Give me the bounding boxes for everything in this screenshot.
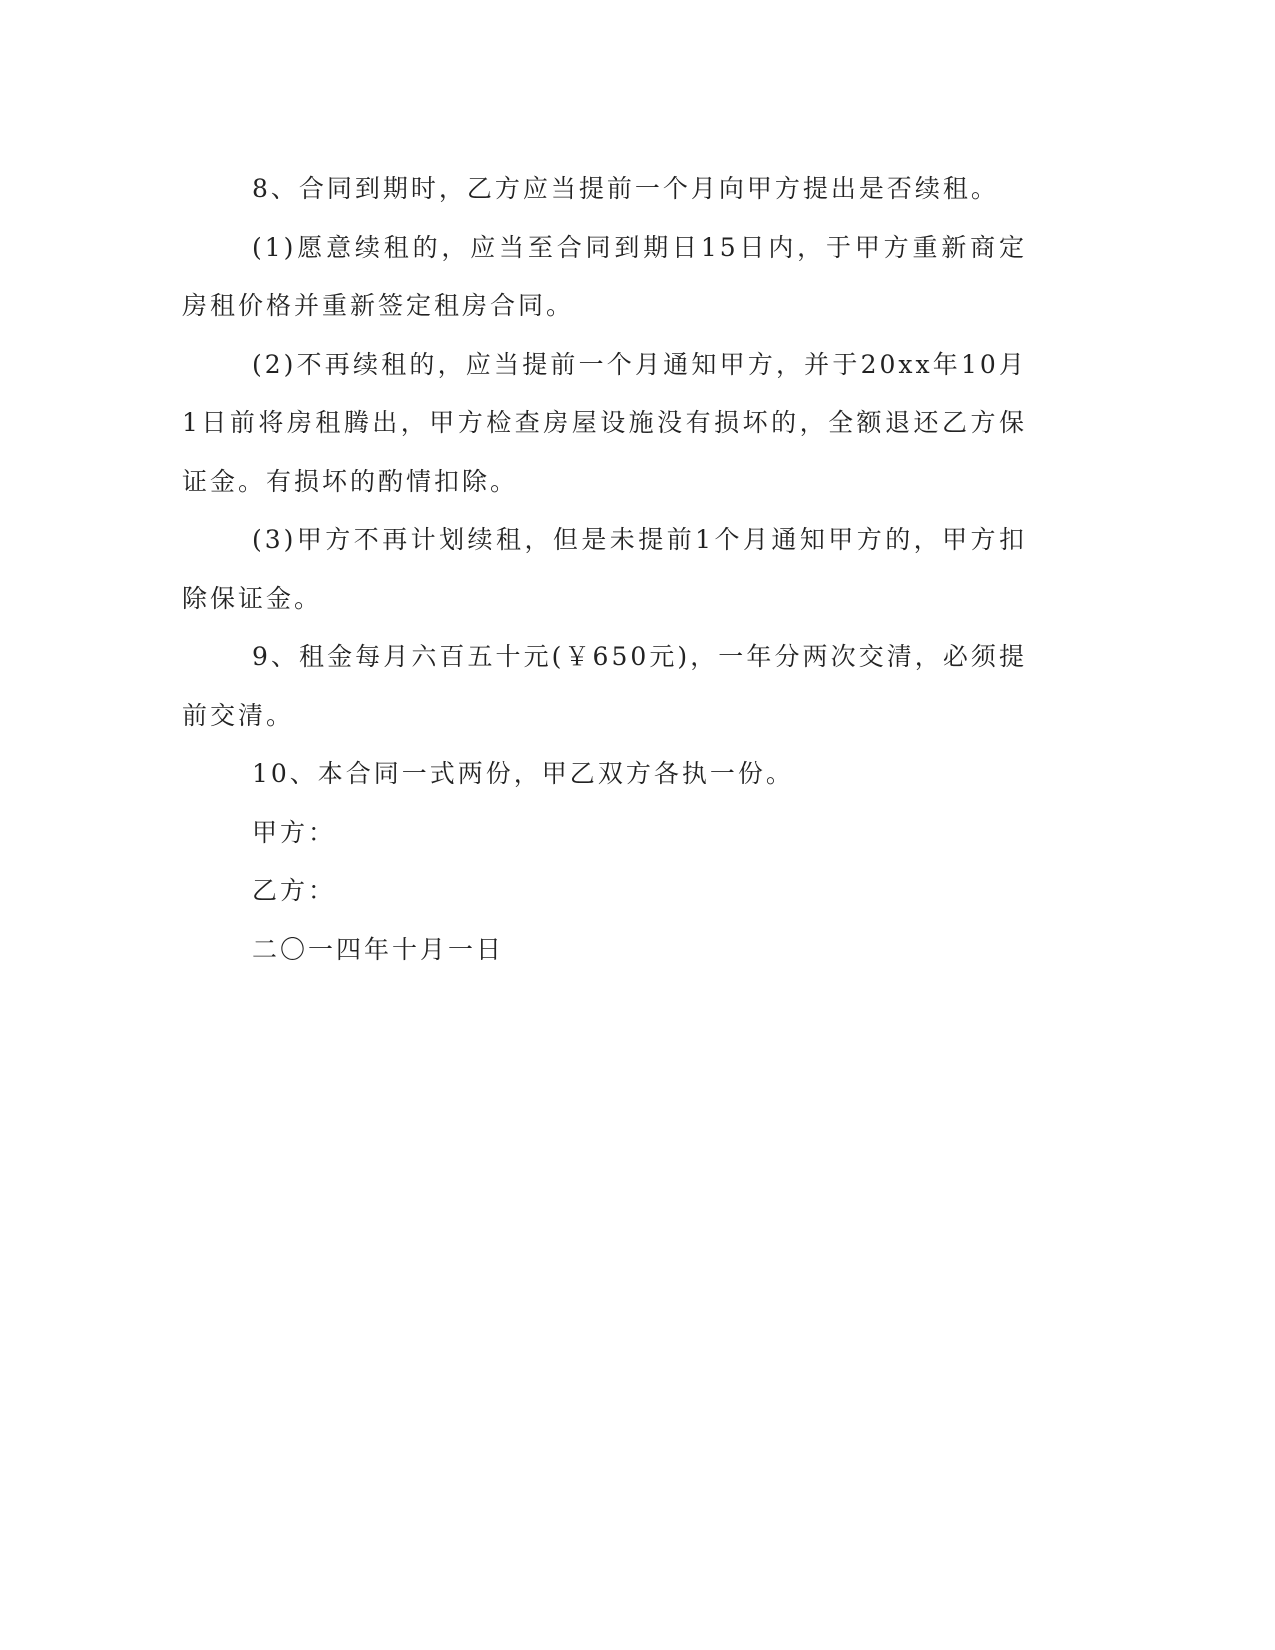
party-a-signature-label: 甲方： (252, 817, 337, 847)
clause-8-item-2: (2)不再续租的，应当提前一个月通知甲方，并于20xx年10月1日前将房租腾出，甲方检查房屋设施没有损坏的，全额退还乙方保证金。有损坏的酌情扣除。 (182, 349, 1027, 496)
clause-8: 8、合同到期时，乙方应当提前一个月向甲方提出是否续租。 (252, 174, 999, 203)
signing-date: 二〇一四年十月一日 (252, 934, 505, 964)
clause-10: 10、本合同一式两份，甲乙双方各执一份。 (252, 759, 794, 788)
clause-9: 9、租金每月六百五十元(￥650元)，一年分两次交清，必须提前交清。 (182, 642, 1027, 730)
clause-8-item-3: (3)甲方不再计划续租，但是未提前1个月通知甲方的，甲方扣除保证金。 (182, 525, 1027, 613)
party-b-signature-label: 乙方： (252, 876, 337, 905)
clause-8-item-1: (1)愿意续租的，应当至合同到期日15日内，于甲方重新商定房租价格并重新签定租房合同。 (182, 232, 1027, 320)
document-body (182, 160, 1027, 979)
